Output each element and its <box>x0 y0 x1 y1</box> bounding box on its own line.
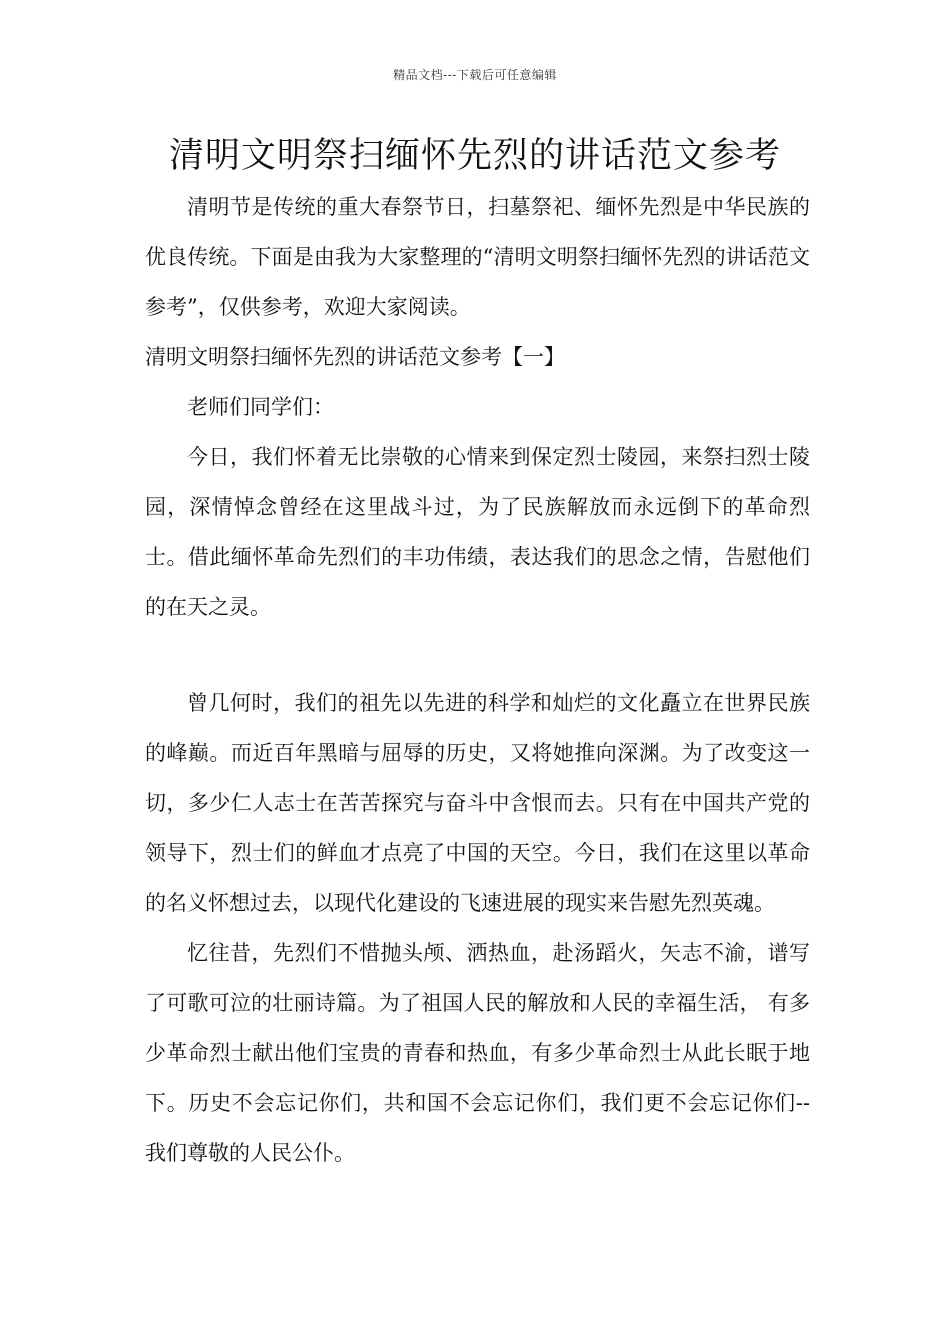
salutation: 老师们同学们： <box>187 395 334 419</box>
section-heading: 清明文明祭扫缅怀先烈的讲话范文参考【一】 <box>145 345 565 369</box>
intro-paragraph: 清明节是传统的重大春祭节日，扫墓祭祀、缅怀先烈是中华民族的优良传统。下面是由我为大家整理的“清明文明祭扫缅怀先烈的讲话范文参考”，仅供参考，欢迎大家阅读。 <box>145 195 810 319</box>
document-title: 清明文明祭扫缅怀先烈的讲话范文参考 <box>168 136 781 176</box>
header-note: 精品文档---下载后可任意编辑 <box>393 68 557 82</box>
body-paragraph-2: 曾几何时，我们的祖先以先进的科学和灿烂的文化矗立在世界民族的峰巅。而近百年黑暗与屈辱的历史，又将她推向深渊。为了改变这一切，多少仁人志士在苦苦探究与奋斗中含恨而去。只有在中国共产党的领导下，烈士们的鲜血才点亮了中国的天空。今日，我们在这里以革命的名义怀想过去，以现代化建设的飞速进展的现实来告慰先烈英魂。 <box>145 691 810 915</box>
body-paragraph-3: 忆往昔，先烈们不惜抛头颅、洒热血，赴汤蹈火，矢志不渝，谱写了可歌可泣的壮丽诗篇。为了祖国人民的解放和人民的幸福生活， 有多少革命烈士献出他们宝贵的青春和热血，有多少革命烈士从此长眠于地下。历史不会忘记你们，共和国不会忘记你们，我们更不会忘记你们--我们尊敬的人民公仆。 <box>145 941 810 1165</box>
paragraph-gap <box>145 632 810 678</box>
body-paragraph-1: 今日，我们怀着无比崇敬的心情来到保定烈士陵园，来祭扫烈士陵园，深情悼念曾经在这里战斗过，为了民族解放而永远倒下的革命烈士。借此缅怀革命先烈们的丰功伟绩，表达我们的思念之情，告慰他们的在天之灵。 <box>145 445 810 619</box>
document-body <box>145 182 810 1178</box>
